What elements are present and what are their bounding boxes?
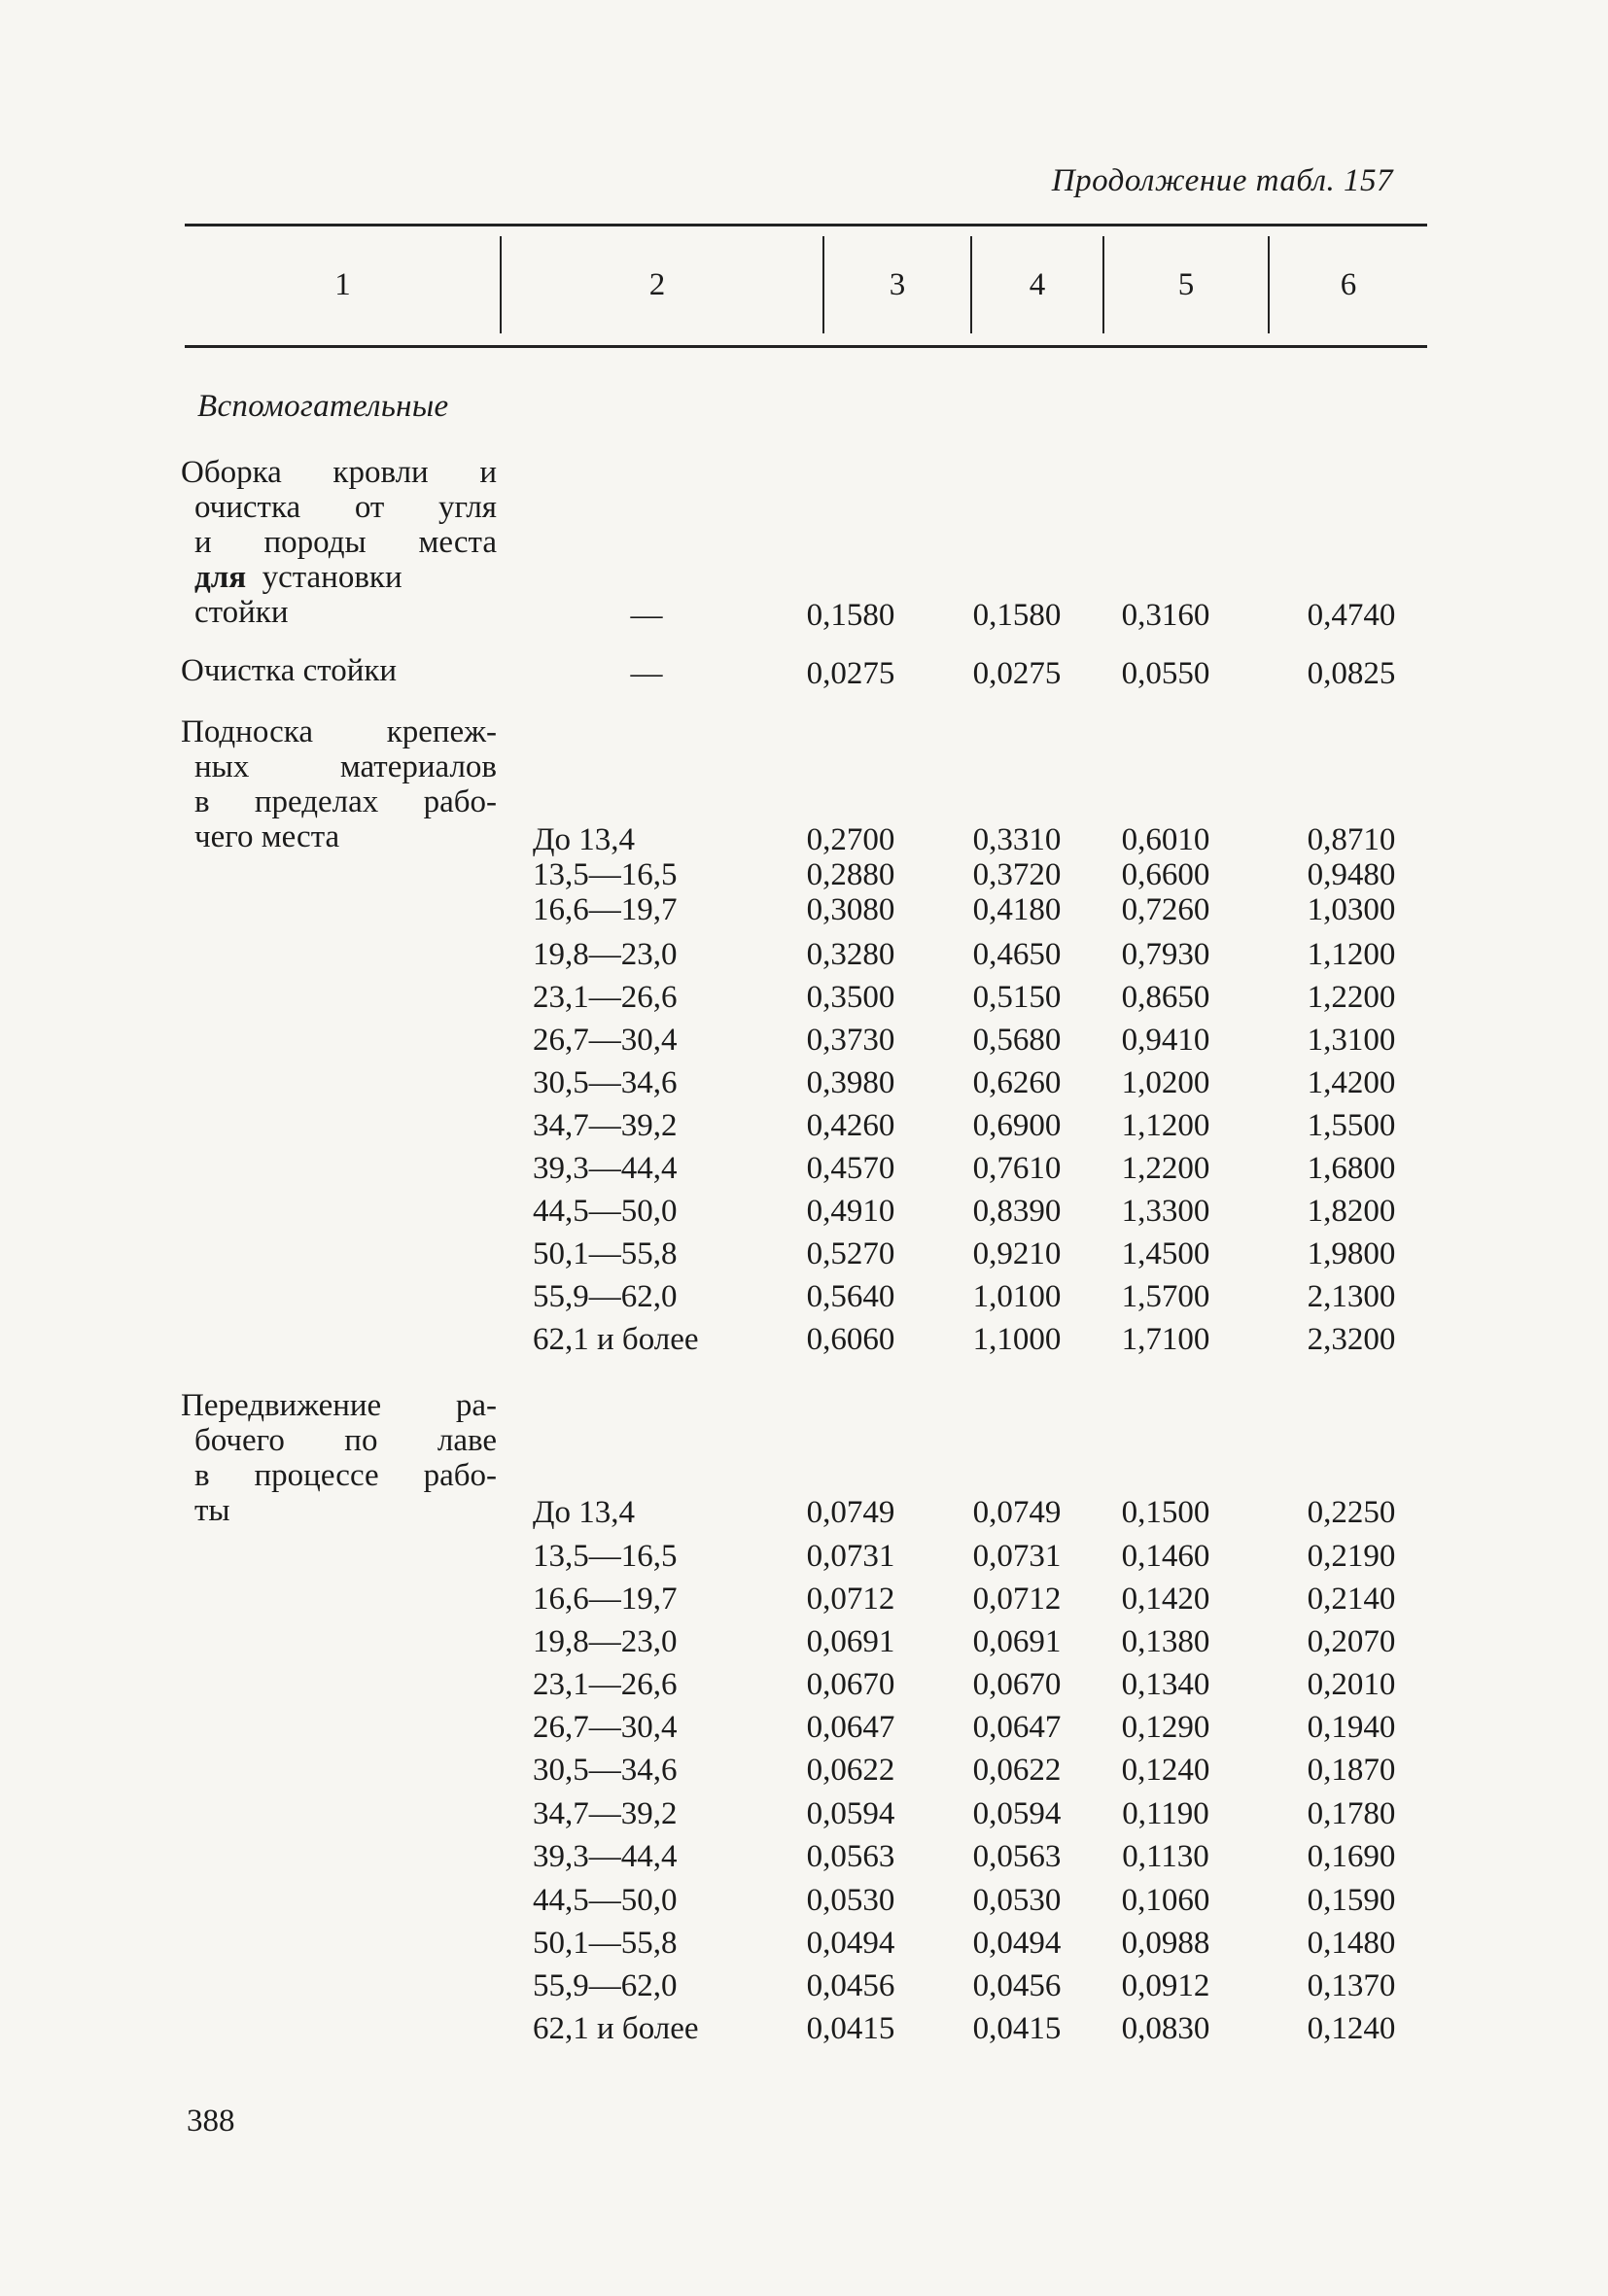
label-line: ты: [194, 1493, 230, 1528]
cell-value: 0,1480: [1307, 1926, 1396, 1961]
cell-value: 0,8710: [1307, 822, 1396, 857]
cell-value: 0,3310: [972, 822, 1062, 857]
cell-value: 0,1780: [1307, 1796, 1396, 1831]
cell-value: 0,1580: [972, 598, 1062, 633]
cell-range: 16,6—19,7: [533, 1582, 678, 1617]
cell-range: 34,7—39,2: [533, 1108, 678, 1143]
cell-range: 19,8—23,0: [533, 937, 678, 972]
cell-value: 0,8390: [972, 1194, 1062, 1229]
label-line: очистка от угля: [194, 490, 497, 525]
table-row: [0, 1492, 1608, 1533]
cell-value: 0,7930: [1121, 937, 1210, 972]
table-caption: Продолжение табл. 157: [1051, 163, 1393, 198]
label-line: Передвижение ра-: [181, 1388, 497, 1423]
cell-range: 23,1—26,6: [533, 1667, 678, 1702]
cell-value: 0,0530: [806, 1883, 895, 1918]
cell-value: 1,1200: [1121, 1108, 1210, 1143]
cell-value: 0,0530: [972, 1883, 1062, 1918]
cell-value: 1,5700: [1121, 1279, 1210, 1314]
cell-value: 0,4650: [972, 937, 1062, 972]
cell-value: 0,0670: [806, 1667, 895, 1702]
cell-value: 1,4500: [1121, 1236, 1210, 1271]
cell-value: 0,3720: [972, 857, 1062, 892]
cell-range: 44,5—50,0: [533, 1194, 678, 1229]
table-row: [0, 934, 1608, 975]
table-row: [0, 1750, 1608, 1791]
cell-value: 0,0456: [972, 1968, 1062, 2003]
cell-range: До 13,4: [533, 1495, 636, 1530]
cell-value: 0,1460: [1121, 1539, 1210, 1574]
label-word: для: [194, 560, 247, 595]
cell-value: 0,0647: [806, 1710, 895, 1745]
table-row: [0, 1880, 1608, 1921]
cell-range: 19,8—23,0: [533, 1624, 678, 1659]
cell-value: 0,1190: [1122, 1796, 1209, 1831]
label-line: в процессе рабо-: [194, 1458, 497, 1493]
cell-value: 0,0712: [806, 1582, 895, 1617]
cell-value: 0,1580: [806, 598, 895, 633]
table-row: [0, 1105, 1608, 1146]
cell-value: 0,5270: [806, 1236, 895, 1271]
cell-value: 0,0712: [972, 1582, 1062, 1617]
header-col-6: 6: [1340, 266, 1357, 302]
cell-value: 1,2200: [1307, 980, 1396, 1015]
cell-value: 0,1060: [1121, 1883, 1210, 1918]
label-line: чего места: [194, 819, 340, 854]
cell-value: 1,3300: [1121, 1194, 1210, 1229]
table-row: [0, 1148, 1608, 1189]
cell-value: 0,1380: [1121, 1624, 1210, 1659]
cell-value: 0,4910: [806, 1194, 895, 1229]
cell-value: 0,2010: [1307, 1667, 1396, 1702]
cell-value: 0,0275: [806, 656, 895, 691]
label-line: и породы места: [194, 525, 497, 560]
cell-value: 0,0912: [1121, 1968, 1210, 2003]
cell-value: 0,6900: [972, 1108, 1062, 1143]
table-row: [0, 1923, 1608, 1964]
header-col-2: 2: [648, 266, 666, 302]
table-header: [185, 224, 1427, 348]
cell-range: 13,5—16,5: [533, 1539, 678, 1574]
cell-value: 0,4740: [1307, 598, 1396, 633]
cell-range: 44,5—50,0: [533, 1883, 678, 1918]
cell-value: 0,5150: [972, 980, 1062, 1015]
cell-value: 1,3100: [1307, 1023, 1396, 1058]
cell-value: 0,3280: [806, 937, 895, 972]
cell-value: 0,0670: [972, 1667, 1062, 1702]
cell-range: 23,1—26,6: [533, 980, 678, 1015]
cell-value: 0,0594: [806, 1796, 895, 1831]
cell-value: 0,1240: [1307, 2011, 1396, 2046]
cell-value: 0,0563: [806, 1839, 895, 1874]
cell-value: 0,0647: [972, 1710, 1062, 1745]
cell-range: 39,3—44,4: [533, 1839, 678, 1874]
table-row: [0, 2008, 1608, 2049]
table-row: [0, 1276, 1608, 1317]
cell-range: 30,5—34,6: [533, 1753, 678, 1788]
cell-value: 0,2700: [806, 822, 895, 857]
cell-value: 0,0494: [806, 1926, 895, 1961]
cell-value: 0,0456: [806, 1968, 895, 2003]
cell-value: 0,0275: [972, 656, 1062, 691]
cell-value: 0,0550: [1121, 656, 1210, 691]
cell-value: 0,1690: [1307, 1839, 1396, 1874]
cell-range: 13,5—16,5: [533, 857, 678, 892]
cell-value: 0,1870: [1307, 1753, 1396, 1788]
cell-value: 1,0300: [1307, 892, 1396, 927]
cell-value: 1,1200: [1307, 937, 1396, 972]
cell-value: 0,1940: [1307, 1710, 1396, 1745]
header-col-5: 5: [1177, 266, 1195, 302]
table-row: [0, 1020, 1608, 1061]
cell-value: 0,5640: [806, 1279, 895, 1314]
cell-value: 0,1130: [1122, 1839, 1209, 1874]
cell-value: 0,0415: [972, 2011, 1062, 2046]
cell-value: 0,2880: [806, 857, 895, 892]
cell-value: 0,0594: [972, 1796, 1062, 1831]
label-line: Подноска крепеж-: [181, 714, 497, 749]
table-row: [0, 1664, 1608, 1705]
cell-value: 0,1340: [1121, 1667, 1210, 1702]
cell-value: 0,3080: [806, 892, 895, 927]
cell-range: 26,7—30,4: [533, 1710, 678, 1745]
header-col-4: 4: [1029, 266, 1046, 302]
table-row: [0, 1319, 1608, 1360]
label-word: установки: [262, 560, 402, 595]
cell-value: 2,1300: [1307, 1279, 1396, 1314]
cell-value: 0,6060: [806, 1322, 895, 1357]
cell-value: 0,3980: [806, 1065, 895, 1100]
cell-value: 1,4200: [1307, 1065, 1396, 1100]
cell-value: 0,9410: [1121, 1023, 1210, 1058]
table-row: [0, 889, 1608, 930]
cell-value: 0,5680: [972, 1023, 1062, 1058]
cell-value: 1,6800: [1307, 1151, 1396, 1186]
cell-value: 0,1370: [1307, 1968, 1396, 2003]
cell-value: 2,3200: [1307, 1322, 1396, 1357]
label-line: [181, 560, 497, 595]
cell-value: 0,1590: [1307, 1883, 1396, 1918]
cell-value: 0,1500: [1121, 1495, 1210, 1530]
cell-range: 39,3—44,4: [533, 1151, 678, 1186]
table-row: [0, 1062, 1608, 1103]
cell-range: —: [630, 656, 663, 691]
cell-value: 0,9480: [1307, 857, 1396, 892]
cell-value: 0,3500: [806, 980, 895, 1015]
cell-range: 34,7—39,2: [533, 1796, 678, 1831]
table-row: [0, 1793, 1608, 1834]
cell-value: 1,7100: [1121, 1322, 1210, 1357]
cell-value: 0,0731: [806, 1539, 895, 1574]
cell-value: 0,1420: [1121, 1582, 1210, 1617]
label-line: стойки: [194, 595, 289, 630]
cell-value: 0,0731: [972, 1539, 1062, 1574]
cell-value: 1,0200: [1121, 1065, 1210, 1100]
cell-value: 0,0622: [972, 1753, 1062, 1788]
cell-value: 0,4180: [972, 892, 1062, 927]
table-row: [0, 1707, 1608, 1748]
table-row: [0, 1579, 1608, 1619]
cell-value: 0,0749: [806, 1495, 895, 1530]
cell-value: 0,6010: [1121, 822, 1210, 857]
table-row: [0, 1836, 1608, 1877]
cell-range: 50,1—55,8: [533, 1236, 678, 1271]
cell-value: 0,3730: [806, 1023, 895, 1058]
cell-value: 0,2070: [1307, 1624, 1396, 1659]
table-row: [0, 977, 1608, 1018]
cell-range: 62,1 и более: [533, 2011, 699, 2046]
cell-value: 1,9800: [1307, 1236, 1396, 1271]
page-number: 388: [187, 2104, 235, 2139]
table-row: [0, 653, 1608, 694]
cell-range: 16,6—19,7: [533, 892, 678, 927]
cell-value: 0,9210: [972, 1236, 1062, 1271]
cell-value: 0,0691: [972, 1624, 1062, 1659]
cell-range: 62,1 и более: [533, 1322, 699, 1357]
cell-value: 1,8200: [1307, 1194, 1396, 1229]
table-row: [0, 1191, 1608, 1232]
cell-value: 0,6600: [1121, 857, 1210, 892]
label-line: Очистка стойки: [181, 653, 398, 688]
cell-value: 0,0988: [1121, 1926, 1210, 1961]
table-row: [0, 595, 1608, 636]
cell-value: 1,2200: [1121, 1151, 1210, 1186]
cell-value: 0,0825: [1307, 656, 1396, 691]
cell-value: 0,7260: [1121, 892, 1210, 927]
table-row: [0, 1536, 1608, 1577]
cell-value: 1,5500: [1307, 1108, 1396, 1143]
label-line: бочего по лаве: [194, 1423, 497, 1458]
cell-range: —: [630, 598, 663, 633]
cell-value: 0,8650: [1121, 980, 1210, 1015]
header-col-1: 1: [334, 266, 351, 302]
cell-value: 0,0622: [806, 1753, 895, 1788]
cell-value: 0,2250: [1307, 1495, 1396, 1530]
cell-value: 0,0830: [1121, 2011, 1210, 2046]
cell-value: 1,0100: [972, 1279, 1062, 1314]
cell-value: 0,0415: [806, 2011, 895, 2046]
cell-range: 26,7—30,4: [533, 1023, 678, 1058]
cell-range: До 13,4: [533, 822, 636, 857]
cell-range: 50,1—55,8: [533, 1926, 678, 1961]
cell-range: 55,9—62,0: [533, 1279, 678, 1314]
cell-range: 55,9—62,0: [533, 1968, 678, 2003]
cell-value: 0,0494: [972, 1926, 1062, 1961]
label-line: в пределах рабо-: [194, 784, 497, 819]
cell-range: 30,5—34,6: [533, 1065, 678, 1100]
cell-value: 0,0749: [972, 1495, 1062, 1530]
cell-value: 0,2190: [1307, 1539, 1396, 1574]
cell-value: 0,3160: [1121, 598, 1210, 633]
section-title: Вспомогательные: [197, 389, 449, 424]
cell-value: 0,0563: [972, 1839, 1062, 1874]
header-col-3: 3: [889, 266, 906, 302]
cell-value: 0,0691: [806, 1624, 895, 1659]
table-row: [0, 1966, 1608, 2006]
cell-value: 0,1240: [1121, 1753, 1210, 1788]
cell-value: 0,7610: [972, 1151, 1062, 1186]
cell-value: 0,1290: [1121, 1710, 1210, 1745]
cell-value: 0,4570: [806, 1151, 895, 1186]
label-line: Оборка кровли и: [181, 455, 497, 490]
label-line: ных материалов: [194, 749, 497, 784]
cell-value: 0,6260: [972, 1065, 1062, 1100]
table-row: [0, 1621, 1608, 1662]
cell-value: 0,2140: [1307, 1582, 1396, 1617]
cell-value: 0,4260: [806, 1108, 895, 1143]
table-row: [0, 1234, 1608, 1274]
cell-value: 1,1000: [972, 1322, 1062, 1357]
